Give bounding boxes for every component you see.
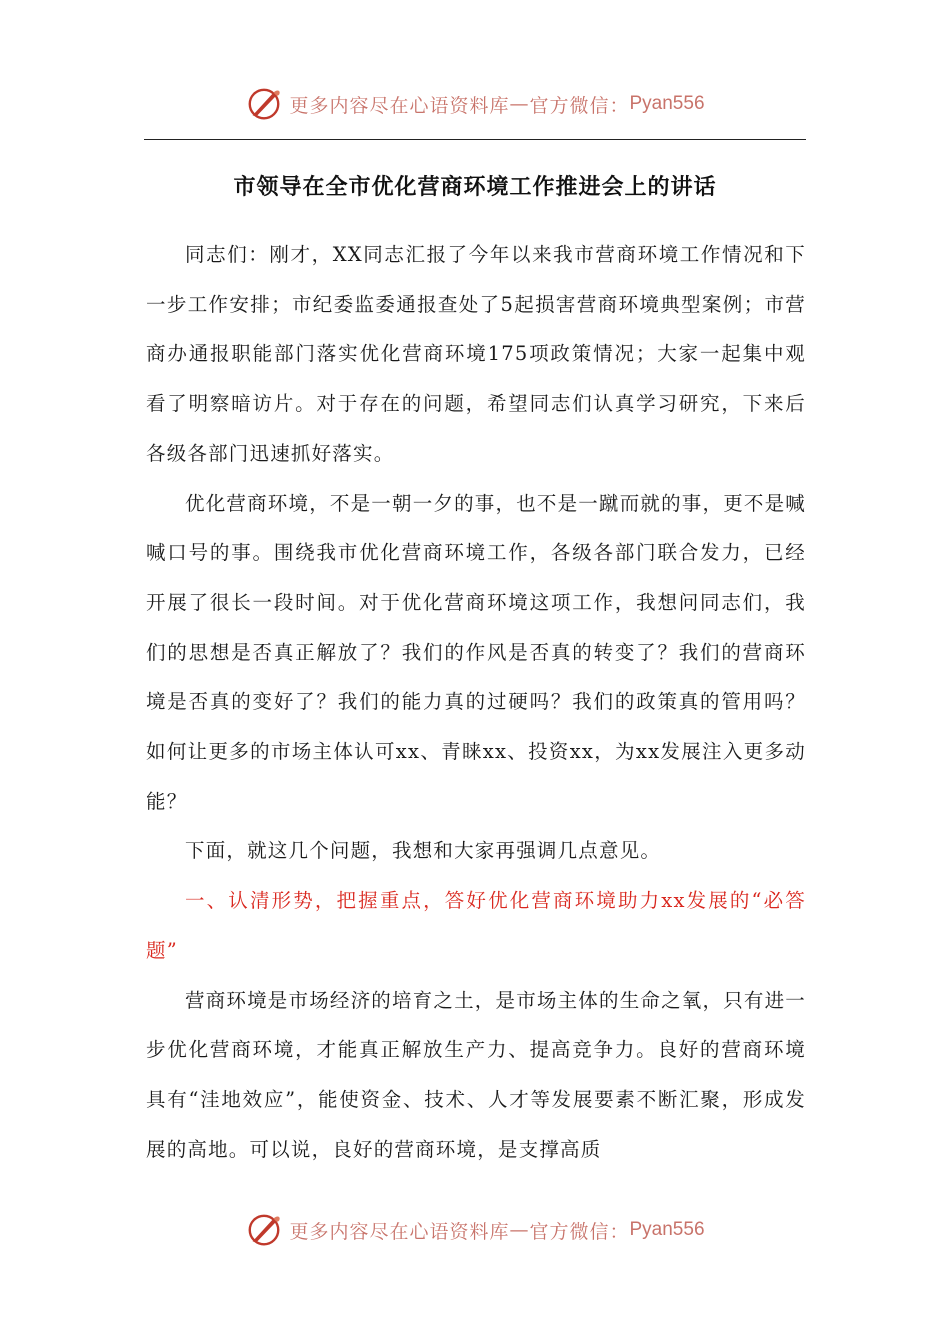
document-title: 市领导在全市优化营商环境工作推进会上的讲话 — [233, 175, 717, 200]
body-paragraph-1: 同志们：刚才，XX同志汇报了今年以来我市营商环境工作情况和下一步工作安排；市纪委监委通报查处了5起损害营商环境典型案例；市营商办通报职能部门落实优化营商环境175项政策情况；大家一起集中观看了明察暗访片。对于存在的问题，希望同志们认真学习研究，下来后各级各部门迅速抓好落实。 — [146, 243, 806, 465]
quill-logo-icon — [245, 1211, 283, 1249]
header-watermark-banner — [0, 82, 950, 126]
wechat-label: 官方微信： — [529, 1220, 630, 1243]
footer-watermark-banner — [0, 1208, 950, 1252]
site-name-text: 更多内容尽在心语资料库 — [289, 94, 510, 117]
section-heading-1: 一、认清形势，把握重点，答好优化营商环境助力xx发展的“必答题” — [146, 889, 806, 962]
body-paragraph-4: 营商环境是市场经济的培育之土，是市场主体的生命之氧，只有进一步优化营商环境，才能真正解放生产力、提高竞争力。良好的营商环境具有“洼地效应”，能使资金、技术、人才等发展要素不断汇聚，形成发展的高地。可以说，良好的营商环境，是支撑高质 — [146, 988, 807, 1161]
wechat-id: Pyan556 — [629, 93, 705, 114]
header-divider — [144, 139, 806, 140]
quill-logo-icon — [245, 85, 283, 123]
banner-dash: — — [509, 93, 530, 115]
wechat-label: 官方微信： — [529, 94, 630, 117]
wechat-id: Pyan556 — [629, 1219, 705, 1240]
site-name-text: 更多内容尽在心语资料库 — [289, 1220, 510, 1243]
body-paragraph-2: 优化营商环境，不是一朝一夕的事，也不是一蹴而就的事，更不是喊喊口号的事。围绕我市优化营商环境工作，各级各部门联合发力，已经开展了很长一段时间。对于优化营商环境这项工作，我想问同志们，我们的思想是否真正解放了？我们的作风是否真的转变了？我们的营商环境是否真的变好了？我们的能力真的过硬吗？我们的政策真的管用吗？如何让更多的市场主体认可xx、青睐xx、投资xx，为xx发展注入更多动能？ — [146, 491, 807, 813]
document-body — [146, 230, 806, 1174]
banner-dash: — — [509, 1219, 530, 1241]
body-paragraph-3: 下面，就这几个问题，我想和大家再强调几点意见。 — [185, 839, 662, 863]
